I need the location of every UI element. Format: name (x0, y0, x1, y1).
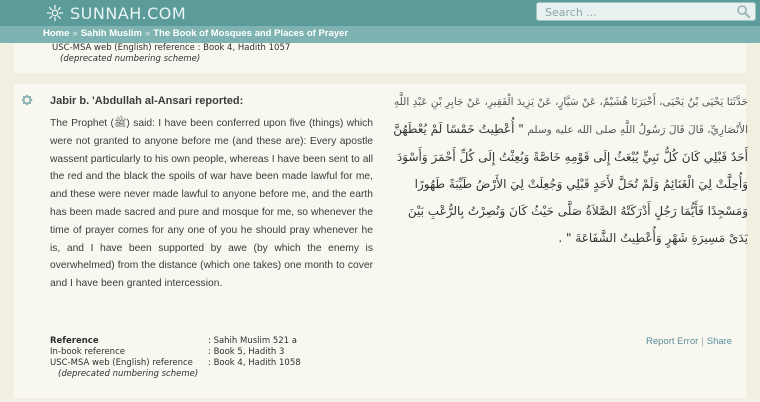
reference-label: Reference (50, 336, 99, 346)
deprecated-row (50, 369, 301, 380)
deprecated-note: (deprecated numbering scheme) (58, 369, 199, 379)
previous-hadith-card (14, 43, 746, 73)
prev-deprecated-note: (deprecated numbering scheme) (60, 54, 201, 64)
site-name: SUNNAH.COM (70, 3, 187, 23)
usc-reference-label: USC-MSA web (English) reference (50, 358, 193, 368)
actions-separator: | (701, 336, 704, 347)
search-input[interactable] (545, 4, 725, 20)
hadith-actions (646, 336, 732, 347)
usc-reference-row (50, 358, 301, 369)
report-error-link[interactable]: Report Error (646, 336, 699, 347)
reference-row (50, 336, 301, 347)
breadcrumb-book[interactable]: The Book of Mosques and Places of Prayer (153, 28, 349, 39)
hadith-narrator: Jabir b. 'Abdullah al-Ansari reported: (50, 95, 244, 107)
breadcrumb-separator: » (144, 28, 151, 39)
breadcrumb-separator: » (72, 28, 78, 39)
arabic-matn: " أُعْطِيتُ خَمْسًا لَمْ يُعْطَهُنَّ أَحَدٌ قَبْلِي كَانَ كُلُّ نَبِيٍّ يُبْعَثُ إِلَى قَوْمِهِ خَاصَّةً وَبُعِثْتُ إِلَى كُلِّ أَحْمَرَ وَأَسْوَدَ وَأُحِلَّتْ لِيَ الْغَنَائِمُ وَلَمْ تُحَلَّ لأَحَدٍ قَبْلِي وَجُعِلَتْ لِيَ الأَرْضُ طَيِّبَةً طَهُورًا وَمَسْجِدًا فَأَيُّمَا رَجُلٍ أَدْرَكَتْهُ الصَّلاَةُ صَلَّى حَيْثُ كَانَ وَنُصِرْتُ بِالرُّعْبِ بَيْنَ يَدَىْ مَسِيرَةِ شَهْرٍ وَأُعْطِيتُ الشَّفَاعَةَ " . (393, 122, 748, 245)
reference-value: : Sahih Muslim 521 a (208, 336, 297, 346)
share-link[interactable]: Share (706, 336, 733, 347)
arabic-chain: حَدَّثَنَا يَحْيَى بْنُ يَحْيَى، أَخْبَرَنَا هُشَيْمٌ، عَنْ سَيَّارٍ، عَنْ يَزِيدَ الْفَقِيرِ، عَنْ جَابِرِ بْنِ عَبْدِ اللَّهِ الأَنْصَارِيِّ، قَالَ قَالَ رَسُولُ اللَّهِ صلى الله عليه وسلم (394, 96, 748, 136)
in-book-reference-label: In-book reference (50, 347, 125, 357)
in-book-reference-value: : Book 5, Hadith 3 (208, 347, 285, 357)
usc-reference-value: : Book 4, Hadith 1058 (208, 358, 301, 368)
prev-usc-reference: USC-MSA web (English) reference : Book 4, Hadith 1057 (52, 43, 291, 53)
hadith-arabic-text (393, 88, 748, 252)
site-logo[interactable] (46, 2, 186, 24)
hadith-english-text: The Prophet (ﷺ) said: I have been conferred upon five (things) which were not granted to anyone before me (and these are): Every apostle wassent particularly to his own people, whereas I have been sent to all the red and the black the spoils of war have been made lawful for me, and these were never made lawful to anyone before me, and the earth has been made sacred and pure and mosque for me, so whenever the time of prayer comes for any one of you he should pray whenever he is, and I have been supported by awe (by which the enemy is overwhelmed) from the distance (which one takes) one month to cover and I have been granted intercession. (50, 118, 373, 290)
top-bar (0, 0, 760, 26)
search-icon[interactable] (736, 4, 751, 19)
breadcrumb (0, 26, 760, 43)
breadcrumb-home[interactable]: Home (43, 28, 70, 39)
in-book-reference-row (50, 347, 301, 358)
hadith-badge-icon (19, 92, 35, 108)
reference-table (50, 336, 301, 380)
reference-block (50, 336, 301, 380)
breadcrumb-collection[interactable]: Sahih Muslim (80, 28, 142, 39)
search-box[interactable] (536, 2, 756, 21)
logo-icon (46, 4, 64, 22)
